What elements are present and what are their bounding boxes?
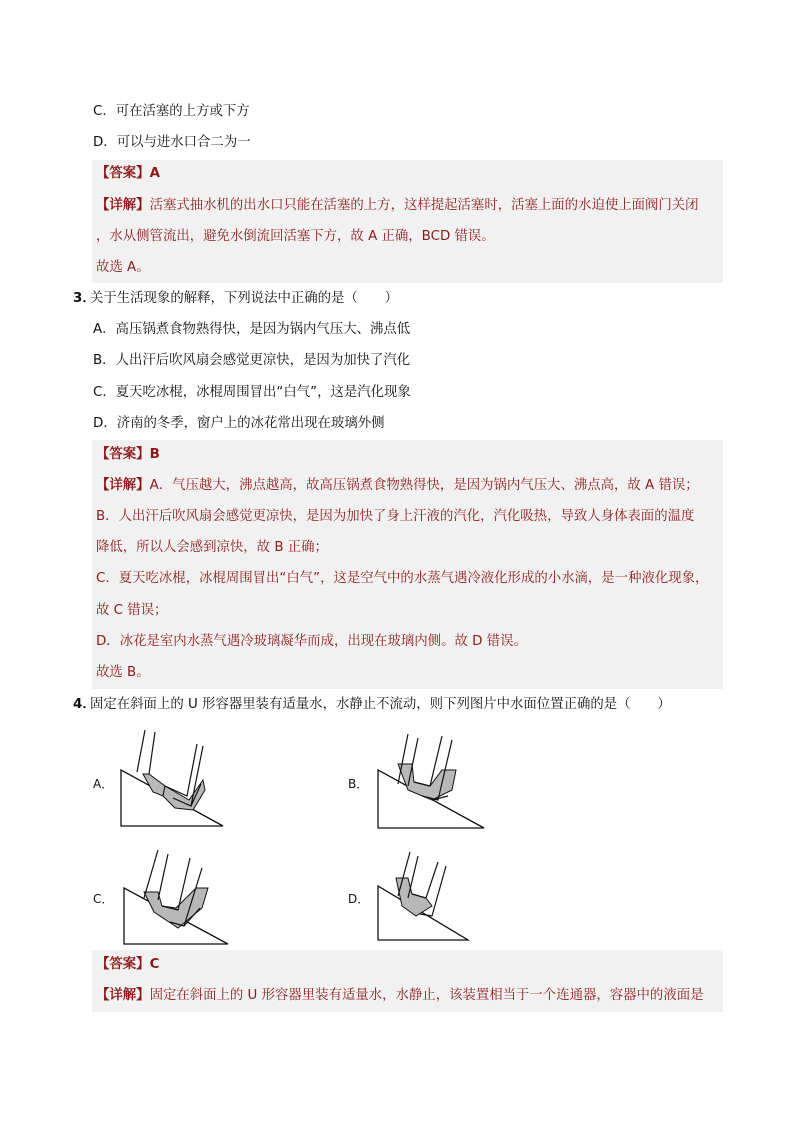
q3-detail-line-2: B．人出汗后吹风扇会感觉更凉快，是因为加快了身上汗液的汽化，汽化吸热，导致人身体表面的温度 bbox=[96, 509, 695, 524]
q2-answer-box bbox=[92, 160, 723, 283]
q3-option-d: D．济南的冬季，窗户上的冰花常出现在玻璃外侧 bbox=[93, 416, 385, 431]
q2-answer bbox=[96, 164, 160, 184]
q3-detail-line-7: 故选 B。 bbox=[96, 665, 150, 680]
figure-d-label: D． bbox=[348, 892, 370, 906]
q2-detail-line-3: 故选 A。 bbox=[96, 260, 150, 275]
answer-tag: 【答案】 bbox=[96, 447, 150, 462]
q3-detail-line-5: 故 C 错误； bbox=[96, 603, 168, 618]
q3-option-a: A．高压锅煮食物熟得快，是因为锅内气压大、沸点低 bbox=[93, 322, 411, 337]
figure-c bbox=[118, 848, 233, 948]
q3-detail-line-1: 【详解】A．气压越大，沸点越高，故高压锅煮食物熟得快，是因为锅内气压大、沸点高，故 A 错误； bbox=[96, 478, 699, 493]
detail-tag: 【详解】 bbox=[96, 988, 150, 1003]
q3-detail-line-6: D．冰花是室内水蒸气遇冷玻璃凝华而成，出现在玻璃内侧。故 D 错误。 bbox=[96, 634, 527, 649]
q3-option-c: C．夏天吃冰棍，冰棍周围冒出“白气”，这是汽化现象 bbox=[93, 385, 411, 400]
q3-answer bbox=[96, 445, 160, 465]
figure-a-label: A． bbox=[93, 777, 114, 791]
answer-tag: 【答案】 bbox=[96, 957, 150, 972]
answer-tag: 【答案】 bbox=[96, 166, 150, 181]
figure-a bbox=[115, 730, 230, 830]
q3-detail-line-4: C．夏天吃冰棍，冰棍周围冒出“白气”，这是空气中的水蒸气遇冷液化形成的小水滴，是一种液化现象， bbox=[96, 571, 709, 586]
q2-option-c: C．可在活塞的上方或下方 bbox=[93, 104, 250, 119]
q4-number: 4． bbox=[73, 697, 96, 712]
figure-d bbox=[372, 848, 477, 943]
q2-detail-line-1: 【详解】活塞式抽水机的出水口只能在活塞的上方，这样提起活塞时，活塞上面的水迫使上面阀门关闭 bbox=[96, 198, 699, 213]
q3-stem: 关于生活现象的解释，下列说法中正确的是（ ） bbox=[90, 291, 398, 306]
figure-b-label: B． bbox=[348, 777, 369, 791]
q4-detail-line-1: 【详解】固定在斜面上的 U 形容器里装有适量水，水静止，该装置相当于一个连通器，容器中的液面是 bbox=[96, 988, 704, 1003]
q2-option-d: D．可以与进水口合二为一 bbox=[93, 135, 251, 150]
q3-detail-line-3: 降低，所以人会感到凉快，故 B 正确； bbox=[96, 540, 328, 555]
figure-b bbox=[372, 730, 492, 830]
q2-detail-line-2: ，水从侧管流出，避免水倒流回活塞下方，故 A 正确，BCD 错误。 bbox=[96, 229, 495, 244]
answer-value: C bbox=[149, 957, 160, 972]
answer-value: A bbox=[149, 166, 160, 181]
q4-answer bbox=[96, 955, 159, 975]
q4-stem: 固定在斜面上的 U 形容器里装有适量水，水静止不流动，则下列图片中水面位置正确的是（ ） bbox=[90, 697, 671, 712]
detail-tag: 【详解】 bbox=[96, 478, 150, 493]
detail-tag: 【详解】 bbox=[96, 198, 150, 213]
figure-c-label: C． bbox=[93, 892, 114, 906]
q3-option-b: B．人出汗后吹风扇会感觉更凉快，是因为加快了汽化 bbox=[93, 353, 411, 368]
answer-value: B bbox=[149, 447, 160, 462]
q3-number: 3． bbox=[73, 291, 96, 306]
